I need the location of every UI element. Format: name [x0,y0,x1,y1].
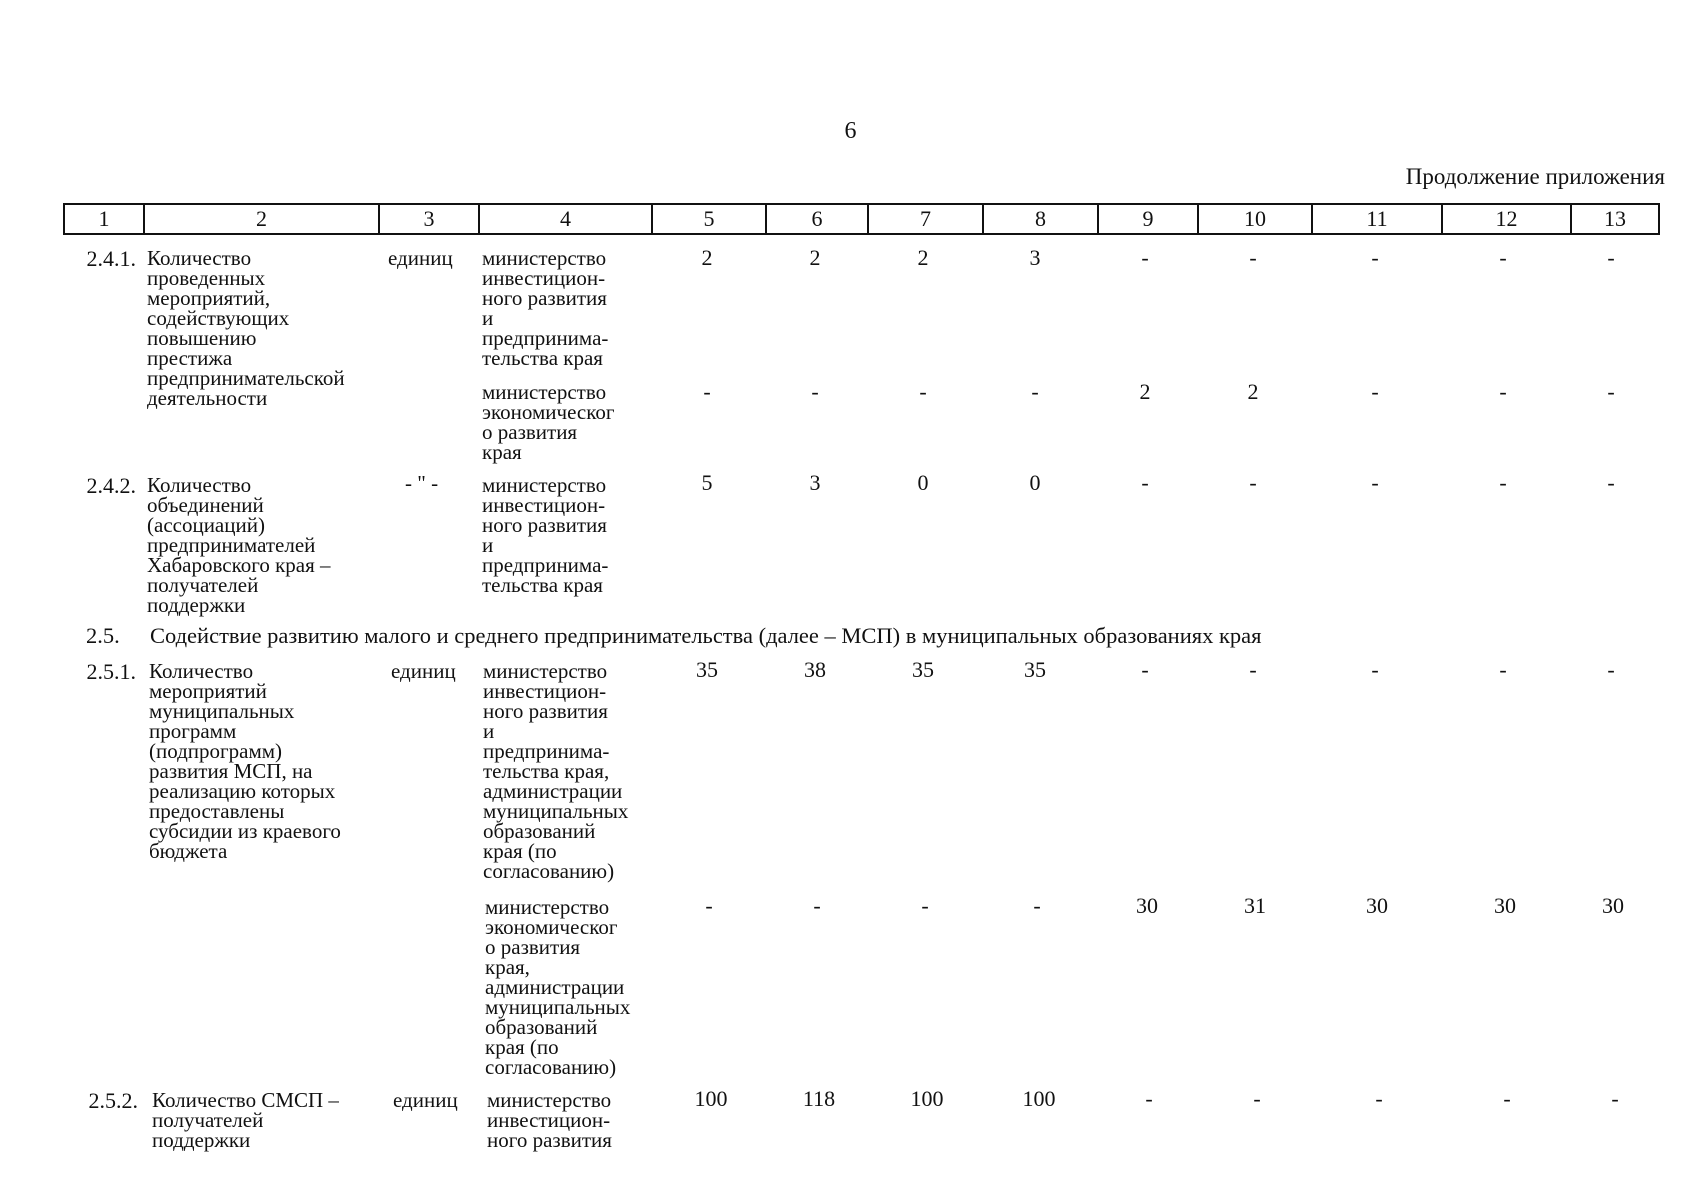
value-cell: - [1499,657,1507,682]
page-number: 6 [844,118,857,144]
value-cell: - [1253,1086,1261,1111]
row-number: 2.4.2. [86,473,136,498]
value-cell: 31 [1244,893,1266,918]
value-cell: 2 [1139,379,1151,404]
unit: единиц [388,246,453,270]
column-header: 13 [1570,205,1658,233]
value-cell: - [1503,1086,1511,1111]
value-cell: - [1371,657,1379,682]
column-header: 7 [867,205,982,233]
value-cell: 3 [809,470,821,495]
value-cell: 0 [917,470,929,495]
value-cell: - [1499,470,1507,495]
value-cell: - [1033,893,1041,918]
column-header: 2 [143,205,378,233]
value-cell: - [1607,245,1615,270]
column-header: 3 [378,205,478,233]
indicator-name: Количество мероприятий муниципальных программ (подпрограмм) развития МСП, на реализацию которых предоставлены субсидии из краевого бюджета [149,659,341,863]
value-cell: - [921,893,929,918]
value-cell: 2 [701,245,713,270]
value-cell: 100 [694,1086,728,1111]
column-header: 4 [478,205,651,233]
value-cell: 2 [917,245,929,270]
value-cell: 30 [1494,893,1516,918]
indicator-name: Количество проведенных мероприятий, содействующих повышению престижа предпринимательской деятельности [147,246,345,410]
value-cell: - [1145,1086,1153,1111]
value-cell: 2 [809,245,821,270]
value-cell: 100 [910,1086,944,1111]
indicator-name: Количество СМСП – получателей поддержки [152,1088,339,1152]
row-number: 2.4.1. [86,246,136,271]
responsible-org: министерство экономическог о развития края, администрации муниципальных образований края (по согласованию) [485,895,631,1079]
responsible-org: министерство инвестицион- ного развития [487,1088,612,1152]
value-cell: - [1249,657,1257,682]
responsible-org: министерство инвестицион- ного развития и предпринима- тельства края [482,473,609,597]
value-cell: - [1141,245,1149,270]
value-cell: - [813,893,821,918]
responsible-org: министерство инвестицион- ного развития и предпринима- тельства края, администрации муниципальных образований края (по согласованию) [483,659,629,883]
unit: единиц [393,1088,458,1112]
value-cell: - [1371,470,1379,495]
column-header: 1 [98,206,110,231]
column-header: 10 [1197,205,1311,233]
value-cell: 30 [1136,893,1158,918]
value-cell: - [703,379,711,404]
value-cell: 35 [1024,657,1046,682]
value-cell: - [1249,470,1257,495]
responsible-org: министерство инвестицион- ного развития и предпринима- тельства края [482,246,609,370]
indicator-name: Количество объединений (ассоциаций) предпринимателей Хабаровского края – получателей поддержки [147,473,331,617]
column-header: 9 [1097,205,1197,233]
value-cell: 30 [1366,893,1388,918]
value-cell: - [1611,1086,1619,1111]
value-cell: 30 [1602,893,1624,918]
column-header: 6 [765,205,867,233]
value-cell: 2 [1247,379,1259,404]
column-header: 8 [982,205,1097,233]
section-number: 2.5. [86,623,120,648]
value-cell: - [1141,470,1149,495]
value-cell: - [919,379,927,404]
value-cell: - [1249,245,1257,270]
value-cell: 3 [1029,245,1041,270]
row-number: 2.5.1. [86,659,136,684]
value-cell: 118 [802,1086,836,1111]
value-cell: 38 [804,657,826,682]
value-cell: - [811,379,819,404]
value-cell: - [705,893,713,918]
value-cell: 35 [912,657,934,682]
value-cell: - [1607,379,1615,404]
value-cell: 100 [1022,1086,1056,1111]
value-cell: - [1371,379,1379,404]
value-cell: - [1031,379,1039,404]
value-cell: - [1141,657,1149,682]
column-header: 5 [651,205,765,233]
responsible-org: министерство экономическог о развития края [482,380,615,464]
continuation-note: Продолжение приложения [1405,164,1665,189]
value-cell: - [1607,470,1615,495]
value-cell: 0 [1029,470,1041,495]
row-number: 2.5.2. [88,1088,138,1113]
column-header: 12 [1441,205,1570,233]
value-cell: 35 [696,657,718,682]
value-cell: - [1499,379,1507,404]
value-cell: - [1375,1086,1383,1111]
section-title: Содействие развитию малого и среднего предпринимательства (далее – МСП) в муниципальных образованиях края [150,623,1262,648]
value-cell: - [1371,245,1379,270]
unit: единиц [391,659,456,683]
table-header-row [63,203,1660,235]
unit: - " - [405,471,439,495]
value-cell: - [1499,245,1507,270]
value-cell: 5 [701,470,713,495]
value-cell: - [1607,657,1615,682]
column-header: 11 [1311,205,1441,233]
